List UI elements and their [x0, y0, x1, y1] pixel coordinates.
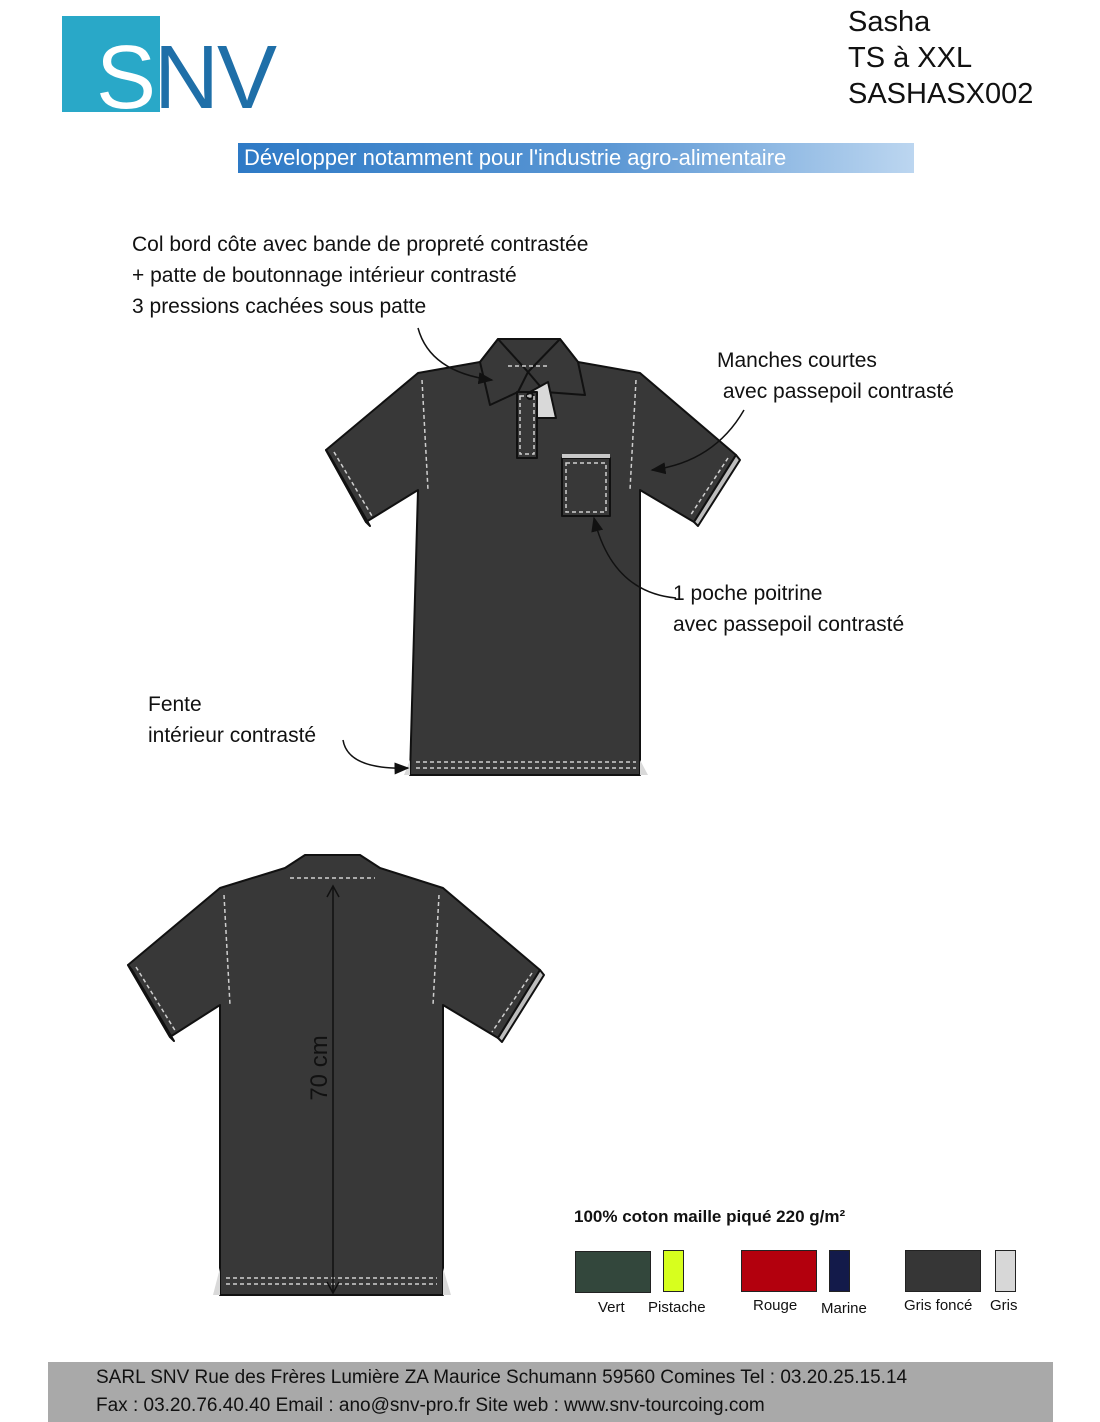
front-shirt	[326, 339, 740, 775]
slit-note	[148, 689, 316, 751]
pocket-note-line: avec passepoil contrasté	[673, 613, 905, 636]
chest-pocket	[562, 458, 610, 516]
sleeves-note-line: Manches courtes	[717, 349, 877, 372]
slit-note-line: Fente	[148, 693, 202, 716]
collar-note-line: + patte de boutonnage intérieur contrasté	[132, 264, 517, 287]
swatch-vert	[575, 1251, 651, 1293]
back-shirt-body	[128, 855, 540, 1295]
swatch-rouge	[741, 1250, 817, 1292]
collar-note-line: Col bord côte avec bande de propreté contrastée	[132, 233, 589, 256]
footer-contact-line: Fax : 03.20.76.40.40 Email : ano@snv-pro.fr Site web : www.snv-tourcoing.com	[96, 1395, 765, 1416]
back-length-label: 70 cm	[306, 1035, 333, 1101]
product-reference: SASHASX002	[848, 78, 1034, 110]
swatch-label-pistache: Pistache	[648, 1299, 706, 1316]
footer-address-line: SARL SNV Rue des Frères Lumière ZA Maurice Schumann 59560 Comines Tel : 03.20.25.15.14	[96, 1367, 908, 1388]
swatch-label-vert: Vert	[598, 1299, 625, 1316]
collar-note	[132, 229, 588, 322]
swatch-gris-fonce	[905, 1250, 981, 1292]
back-shirt	[128, 855, 544, 1295]
pocket-note-line: 1 poche poitrine	[673, 582, 823, 605]
sleeves-note	[717, 345, 954, 407]
tagline-banner: Développer notamment pour l'industrie agro-alimentaire	[238, 143, 914, 173]
logo-letters-nv: NV	[154, 28, 276, 112]
hem-slit-right	[640, 760, 648, 775]
swatch-marine	[829, 1250, 850, 1292]
swatch-gris	[995, 1250, 1016, 1292]
back-slit-left	[213, 1268, 220, 1295]
product-sizes: TS à XXL	[848, 42, 973, 74]
swatch-label-gris: Gris	[990, 1297, 1018, 1314]
slit-note-line: intérieur contrasté	[148, 724, 317, 747]
slit-arrow	[343, 740, 408, 768]
pocket-note	[673, 578, 904, 640]
swatch-label-gris-fonce: Gris foncé	[904, 1297, 973, 1314]
product-name: Sasha	[848, 6, 931, 38]
collar-note-line: 3 pressions cachées sous patte	[132, 295, 427, 318]
sleeves-note-line: avec passepoil contrasté	[717, 380, 954, 403]
swatch-label-rouge: Rouge	[753, 1297, 798, 1314]
swatch-label-marine: Marine	[821, 1300, 867, 1317]
footer-contact	[48, 1362, 1053, 1422]
logo-letter-s: S	[96, 28, 155, 112]
material-spec: 100% coton maille piqué 220 g/m²	[574, 1207, 846, 1226]
back-slit-right	[443, 1268, 451, 1295]
swatch-pistache	[663, 1250, 684, 1292]
